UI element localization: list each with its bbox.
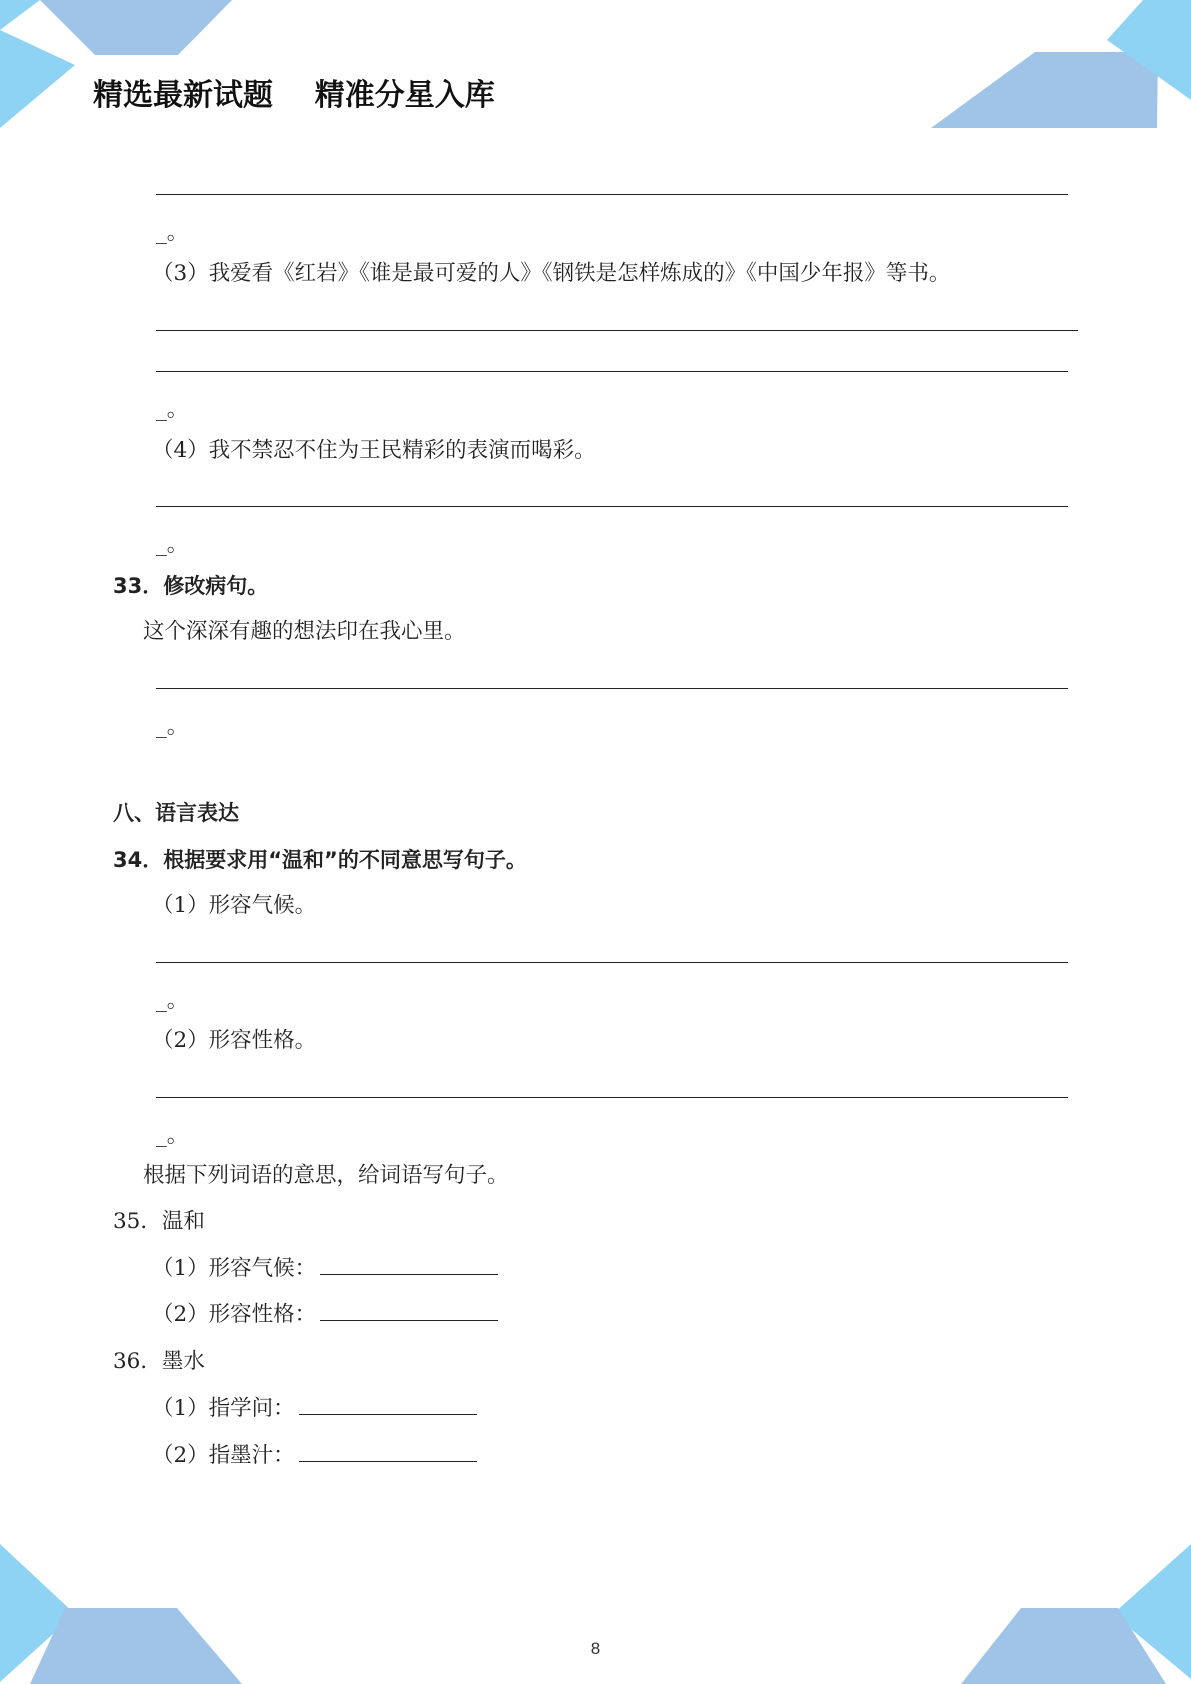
answer-line: [156, 330, 1078, 331]
q36-part-2-blank: [299, 1460, 477, 1462]
q36-part-2: [152, 1445, 477, 1467]
q34-heading: 34．根据要求用“温和”的不同意思写句子。: [113, 848, 527, 872]
answer-line: [156, 371, 1068, 372]
q36-part-1: [152, 1398, 477, 1420]
q35-part-1: [152, 1258, 498, 1280]
answer-line: [156, 194, 1068, 195]
answer-line-end: _。: [156, 1123, 189, 1148]
q35-part-1-label: （1）形容气候：: [152, 1256, 317, 1281]
answer-line-end: _。: [156, 532, 189, 557]
q36-part-1-blank: [299, 1413, 477, 1415]
answer-line: [156, 962, 1068, 963]
answer-line: [156, 506, 1068, 507]
q35-part-2-blank: [320, 1319, 498, 1321]
header-title: 精选最新试题 精准分星入库: [93, 78, 495, 113]
page-number: 8: [590, 1639, 601, 1658]
q32-sentence-3: （3）我爱看《红岩》《谁是最可爱的人》《钢铁是怎样炼成的》《中国少年报》等书。: [152, 261, 951, 286]
answer-line-end: _。: [156, 397, 189, 422]
answer-line: [156, 688, 1068, 689]
answer-line-end: _。: [156, 220, 189, 245]
answer-line-end: _。: [156, 714, 189, 739]
section-8-heading: 八、语言表达: [113, 801, 239, 825]
q35-heading: 35．温和: [113, 1209, 205, 1234]
answer-line-end: _。: [156, 988, 189, 1013]
bottom-left-decoration: [0, 1544, 250, 1684]
q35-part-1-blank: [320, 1273, 498, 1275]
q32-sentence-4: （4）我不禁忍不住为王民精彩的表演而喝彩。: [152, 438, 596, 463]
answer-line: [156, 1097, 1068, 1098]
q34-part-2: （2）形容性格。: [152, 1028, 317, 1053]
q35-part-2: [152, 1304, 498, 1326]
q35-part-2-label: （2）形容性格：: [152, 1302, 317, 1327]
q34-part-1: （1）形容气候。: [152, 893, 317, 918]
q36-part-2-label: （2）指墨汁：: [152, 1443, 295, 1468]
top-right-decoration: [931, 0, 1191, 130]
q36-heading: 36．墨水: [113, 1349, 205, 1374]
bottom-right-decoration: [961, 1544, 1191, 1684]
q33-sentence: 这个深深有趣的想法印在我心里。: [143, 619, 466, 644]
instruction: 根据下列词语的意思，给词语写句子。: [143, 1163, 509, 1188]
q33-heading: 33．修改病句。: [113, 574, 269, 598]
q36-part-1-label: （1）指学问：: [152, 1396, 295, 1421]
